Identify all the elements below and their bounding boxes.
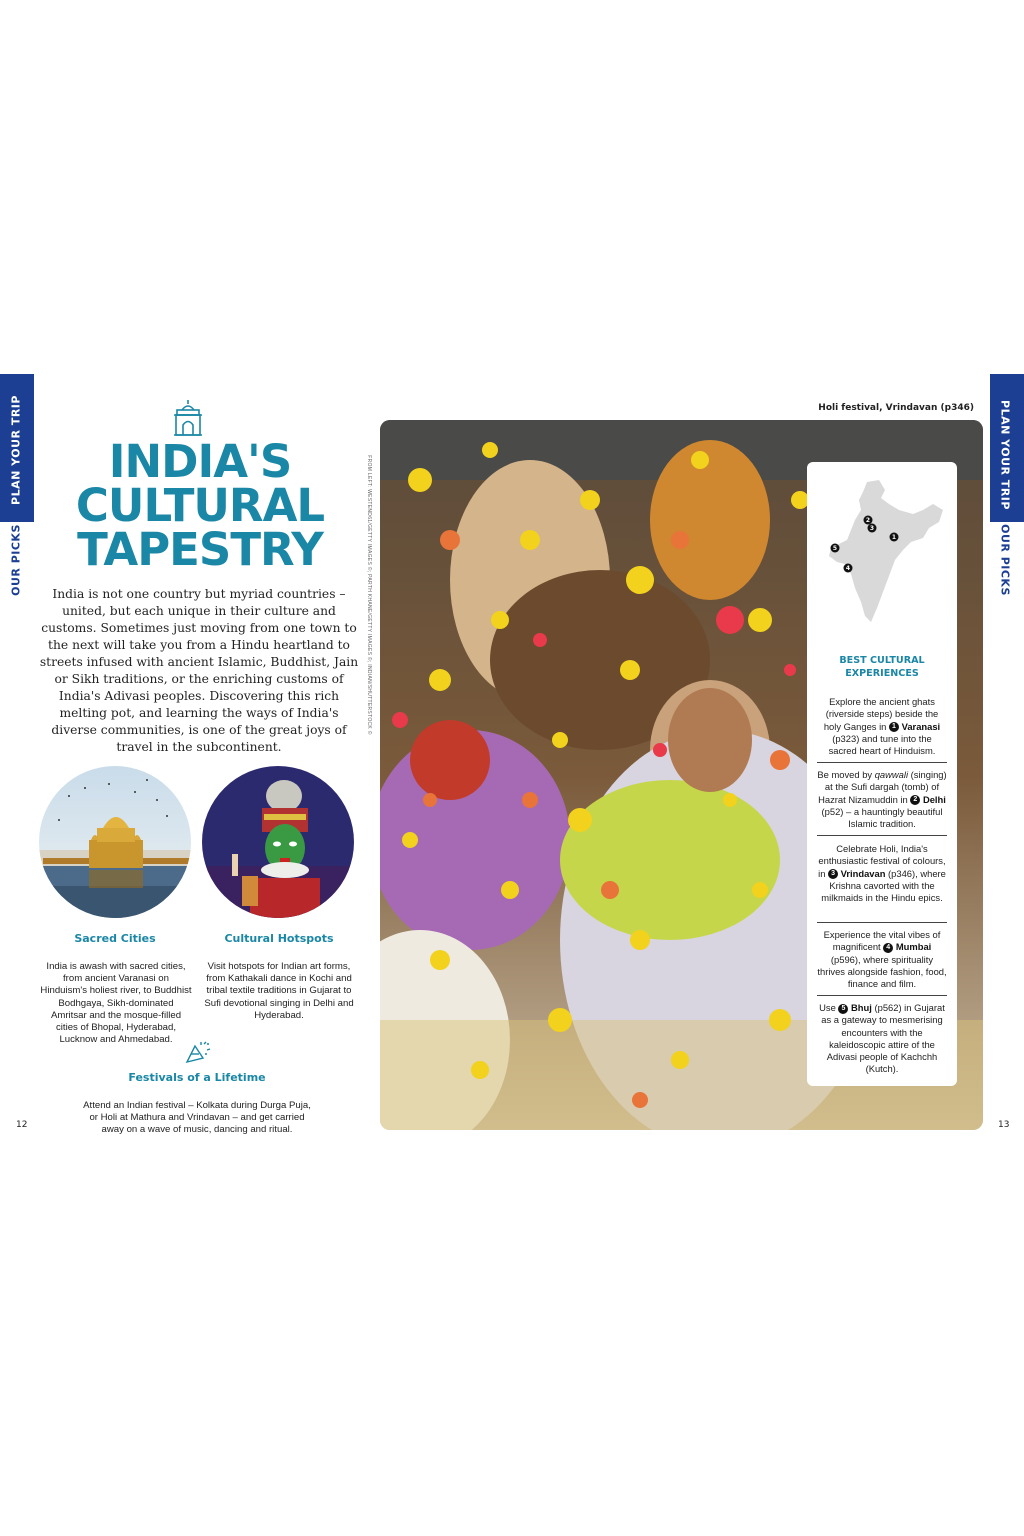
intro-paragraph: India is not one country but myriad countries – united, but each unique in their culture and customs. Sometimes just moving from one town to the next will take you from a Hindu heartland to streets infused with ancient Islamic, Buddhist, Jain or Sikh traditions, or the enriching customs of India's Adivasi peoples. Discovering this rich melting pot, and learning the ways of India's diverse communities, is one of the great joys of travel in the subcontinent. — [39, 587, 359, 754]
number-badge: 2 — [910, 795, 920, 805]
title-line: INDIA'S — [108, 435, 292, 488]
india-map — [815, 476, 949, 636]
experience-item-vrindavan: Celebrate Holi, India's enthusiastic festival of colours, in 3 Vrindavan (p346), where Krishna cavorted with the milkmaids in the Hindu epics. — [818, 843, 946, 904]
item-divider — [817, 995, 947, 996]
sacred-cities-heading: Sacred Cities — [74, 932, 156, 945]
sacred-cities-text: India is awash with sacred cities, from ancient Varanasi on Hinduism's holiest river, to Buddhist Bodhgaya, Sikh-dominated Amritsar and the mosque-filled cities of Bhopal, Hyderabad, Lucknow and Ahmedabad. — [40, 961, 192, 1046]
left-subsection-label: OUR PICKS — [9, 524, 23, 596]
confetti-icon — [183, 1040, 211, 1066]
golden-temple-photo — [39, 766, 191, 918]
sidebar-title-line: EXPERIENCES — [845, 668, 919, 679]
cultural-hotspots-text: Visit hotspots for Indian art forms, from Kathakali dance in Kochi and tribal textile traditions in Gujarat to Sufi devotional singing in Delhi and Hyderabad. — [204, 961, 354, 1021]
sidebar-title — [807, 654, 957, 680]
cultural-hotspots-heading: Cultural Hotspots — [224, 932, 334, 945]
place-name: Delhi — [922, 793, 946, 805]
item-divider — [817, 922, 947, 923]
sidebar-title-line: BEST CULTURAL — [839, 655, 925, 666]
left-tab-label: PLAN YOUR TRIP — [9, 395, 23, 505]
experience-item-bhuj: Use 5 Bhuj (p562) in Gujarat as a gateway to mesmerising encounters with the kaleidoscopic attire of the Adivasi people of Kachchh (Kutch). — [819, 1002, 945, 1075]
place-name: Varanasi — [901, 720, 941, 732]
map-marker-1: 1 — [891, 534, 897, 542]
title-line: TAPESTRY — [77, 523, 323, 576]
festivals-heading: Festivals of a Lifetime — [128, 1071, 266, 1084]
photo-caption: Holi festival, Vrindavan (p346) — [818, 403, 974, 413]
map-marker-3: 3 — [869, 525, 875, 533]
number-badge: 3 — [828, 869, 838, 879]
festivals-text: Attend an Indian festival – Kolkata during Durga Puja, or Holi at Mathura and Vrindavan – and get carried away on a wave of music, dancing and ritual. — [83, 1100, 311, 1136]
page-number-left: 12 — [16, 1120, 28, 1130]
number-badge: 1 — [889, 722, 899, 732]
map-marker-2: 2 — [865, 517, 871, 525]
title-line: CULTURAL — [75, 479, 325, 532]
place-name: Bhuj — [851, 1002, 872, 1013]
place-name: Vrindavan — [840, 867, 886, 879]
right-tab-label: PLAN YOUR TRIP — [998, 400, 1012, 510]
number-badge: 4 — [883, 943, 893, 953]
place-name: Mumbai — [895, 941, 932, 953]
best-experiences-card — [807, 462, 957, 1086]
number-badge: 5 — [838, 1004, 848, 1014]
map-marker-4: 4 — [845, 565, 851, 573]
right-subsection-label: OUR PICKS — [998, 524, 1012, 596]
experience-item-varanasi: Explore the ancient ghats (riverside steps) beside the holy Ganges in 1 Varanasi (p323) and tune into the sacred heart of Hinduism. — [823, 696, 941, 757]
item-divider — [817, 835, 947, 836]
item-divider — [817, 762, 947, 763]
page-title — [40, 435, 360, 576]
temple-gate-icon — [171, 398, 205, 438]
experience-item-mumbai: Experience the vital vibes of magnificent 4 Mumbai (p596), where spirituality thrives alongside fashion, food, finance and film. — [817, 929, 947, 990]
map-marker-5: 5 — [832, 545, 838, 553]
kathakali-dancer-photo — [202, 766, 354, 918]
experience-item-delhi: Be moved by qawwali (singing) at the Sufi dargah (tomb) of Hazrat Nizamuddin in 2 Delhi (p52) – a hauntingly beautiful Islamic tradition. — [817, 769, 947, 830]
photo-credit: FROM LEFT: WESTEND61/GETTY IMAGES ©; PARTH KHANE/GETTY IMAGES ©; INDIAN/SHUTTERSTOCK © — [366, 455, 372, 735]
page-number-right: 13 — [998, 1120, 1010, 1130]
